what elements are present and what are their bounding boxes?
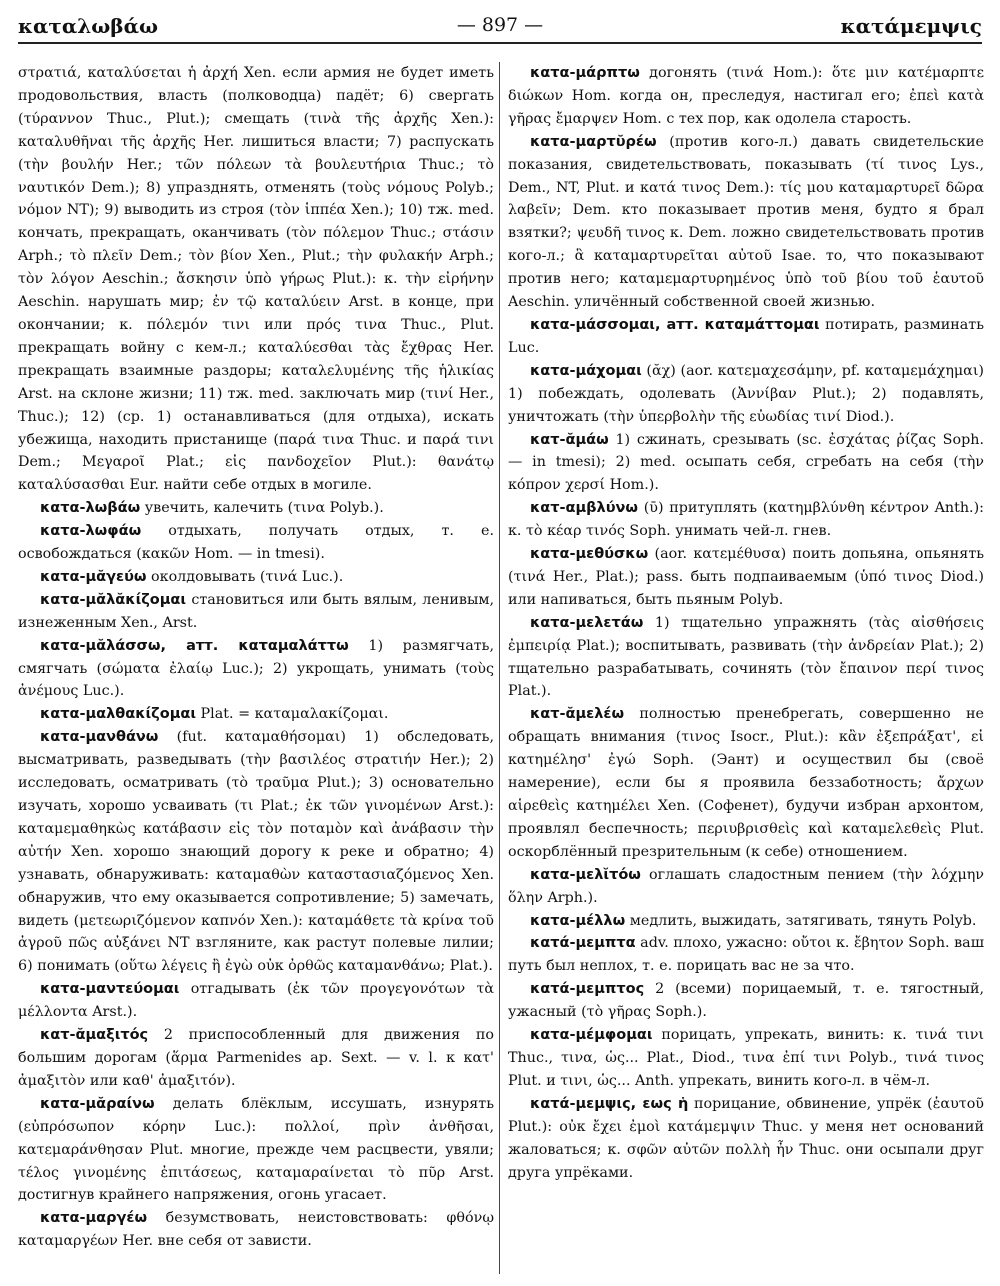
dictionary-entry [508, 932, 984, 978]
right-column [508, 62, 984, 1274]
dictionary-entry [18, 1207, 494, 1253]
dictionary-entry [508, 314, 984, 360]
dictionary-entry [508, 1024, 984, 1093]
entry-headword: κατα-μαργέω [40, 1210, 148, 1227]
entry-text: 2 приспособленный для движения по большим дорогам (ἅρμα Parmenides ap. Sext. — v. l. к κατ' ἀμαξιτὸν или καθ' ἀμαξιτόν). [18, 1027, 494, 1089]
dictionary-entry [508, 131, 984, 314]
dictionary-entry [508, 703, 984, 863]
entry-text: Plat. = καταμαλακίζομαι. [200, 706, 389, 723]
entry-headword: κατα-μανθάνω [40, 729, 159, 746]
entry-text: безумствовать, неистовствовать: φθόνῳ καταμαργέων Her. вне себя от зависти. [18, 1210, 494, 1250]
dictionary-entry [18, 978, 494, 1024]
entry-headword: κατα-λωφάω [40, 523, 142, 540]
entry-text: 1) размягчать, смягчать (σώματα ἐλαίῳ Luc.); 2) укрощать, унимать (τοὺς ἀνέμους Luc.). [18, 637, 494, 700]
column-divider [499, 62, 500, 1274]
dictionary-entry [18, 497, 494, 520]
entry-headword: κατ-ᾰμελέω [530, 706, 625, 723]
entry-headword: κατα-μαντεύομαι [40, 981, 180, 998]
entry-text: 1) сжинать, срезывать (sc. ἐσχάτας ῥίζας Soph. — in tmesi); 2) med. осыпать себя, сгребать на себя (τὴν κόπρον χερσί Hom.). [508, 431, 984, 494]
entry-headword: κατα-μάσσομαι, атт. καταμάττομαι [530, 316, 820, 333]
entry-text: догонять (τινά Hom.): ὅτε μιν κατέμαρπτε διώκων Hom. когда он, преследуя, настигал его; ἐπεὶ κατὰ γῆρας ἔμαρψεν Hom. с тех пор, как одолела старость. [508, 65, 984, 127]
dictionary-entry [508, 360, 984, 429]
entry-text: στρατιά, καταλύσεται ἡ ἀρχή Xen. если армия не будет иметь продовольствия, власть (полководца) падёт; 6) свергать (τύραννον Thuc., Plut.); смещать (τινὰ τῆς ἀρχῆς Xen.): καταλυθῆναι τῆς ἀρχῆς Her. лишиться власти; 7) распускать (τὴν βουλήν Her.; τῶν πόλεων τὰ βουλευτήρια Thuc.; τὸ ναυτικόν Dem.); 8) упразднять, отменять (τοὺς νόμους Polyb.; νόμον NT); 9) выводить из строя (τὸν ἱππέα Xen.); 10) тж. med. кончать, прекращать, оканчивать (τὸν πόλεμον Thuc.; στάσιν Arph.; τὸ πλεῖν Dem.; τὸν βίον Xen., Plut.; τὴν φυλακήν Arph.; τὸν λόγον Aeschin.; ἄσκησιν ὑπὸ γήρως Plut.): κ. τὴν εἰρήνην Aeschin. нарушать мир; ἐν τῷ καταλύειν Arst. в конце, при окончании; κ. πόλεμόν τινι или πρός τινα Thuc., Plut. прекращать войну с кем-л.; καταλύεσθαι τὰς ἔχθρας Her. прекращать взаимные раздоры; καταλελυμένης τῆς ἡλικίας Arst. на склоне жизни; 11) тж. med. заключать мир (τινί Her., Thuc.); 12) (ср. 1) останавливаться (для отдыха), искать убежища, находить пристанище (παρά τινα Thuc. и παρά τινι Dem.; Μεγαροῖ Plat.; εἰς πανδοχεῖον Plut.): θανάτῳ καταλύσασθαι Eur. найти себе отдых в могиле. [18, 65, 494, 494]
dictionary-entry [508, 864, 984, 910]
entry-text: становиться или быть вялым, ленивым, изнеженным Xen., Arst. [18, 591, 494, 631]
dictionary-entry [508, 910, 984, 933]
page-header [18, 10, 982, 44]
entry-headword: κατα-μεθύσκω [530, 546, 649, 563]
entry-headword: κατ-ᾰμάω [530, 431, 609, 448]
entry-text: (fut. καταμαθήσομαι) 1) обследовать, высматривать, разведывать (τὴν βασιλέος στρατιήν Her.); 2) исследовать, осматривать (τὸ τραῦμα Plut.); 3) основательно изучать, хорошо усваивать (τι Plat.; ἐκ τῶν γινομένων Arst.): καταμεμαθηκὼς κατάβασιν εἰς τὸν ποταμὸν καὶ ἀνάβασιν τὴν αὐτήν Xen. хорошо знающий дорогу к реке и обратно; 4) узнавать, обнаруживать: καταμαθὼν καταστασιαζόμενος Xen. обнаружив, что ему оказывается сопротивление; 5) замечать, видеть (μετεωριζόμενον καπνόν Xen.): καταμάθετε τὰ κρίνα τοῦ ἀγροῦ πῶς αὐξάνει NT взгляните, как растут полевые лилии; 6) понимать (οὕτω λέγεις ἢ ἐγὼ οὐκ ὀρθῶς καταμανθάνω; Plat.). [18, 729, 494, 975]
dictionary-entry [18, 520, 494, 566]
entry-headword: κατα-λωβάω [40, 500, 141, 517]
entry-text: (против кого-л.) давать свидетельские показания, свидетельствовать, показывать (τί τινος Lys., Dem., NT, Plut. и κατά τινος Dem.): τίς μου καταμαρτυρεῖ δῶρα λαβεῖν; Dem. кто показывает против меня, будто я брал взятки?; ψευδῆ τινος κ. Dem. ложно свидетельствовать против кого-л.; ἃ καταμαρτυρεῖται αὐτοῦ Isae. то, что показывают против него; καταμεμαρτυρημένος ὑπὸ τοῦ βίου τοῦ ἑαυτοῦ Aeschin. уличённый собственной своей жизнью. [508, 133, 984, 311]
entry-headword: κατα-μάχομαι [530, 362, 642, 379]
entry-text: увечить, калечить (τινα Polyb.). [144, 500, 384, 517]
dictionary-entry [18, 703, 494, 726]
entry-text: оглашать сладостным пением (τὴν λόχμην ὅλην Arph.). [508, 866, 984, 906]
entry-text: (ᾰχ) (aor. κατεμαχεσάμην, pf. καταμεμάχημαι) 1) побеждать, одолевать (Ἀννίβαν Plut.); 2) подавлять, уничтожать (τὴν ὑπερβολὴν τῆς εὐωδίας τινί Diod.). [508, 362, 984, 425]
page-number: — 897 — [456, 14, 544, 36]
dictionary-entry [508, 543, 984, 612]
entry-headword: κατά-μεμπτα [530, 935, 636, 952]
entry-text: adv. плохо, ужасно: οὔτοι κ. ἔβητον Soph. ваш путь был неплох, т. е. порицать вас не за что. [508, 935, 984, 975]
entry-headword: κατα-μάρπτω [530, 65, 640, 81]
dictionary-entry [18, 1024, 494, 1093]
dictionary-entry [508, 62, 984, 131]
entry-text: медлить, выжидать, затягивать, тянуть Polyb. [629, 912, 977, 929]
entry-headword: κατα-μαρτῠρέω [530, 133, 657, 150]
entry-text: потирать, разминать Luc. [508, 316, 984, 356]
entry-headword: κατ-ᾰμαξιτός [40, 1027, 149, 1044]
entry-text: (ῡ) притуплять (κατημβλύνθη κέντρον Anth.): κ. τὸ κέαρ τινός Soph. унимать чей-л. гнев. [508, 500, 984, 540]
entry-headword: κατα-μᾰλᾰκίζομαι [40, 591, 187, 608]
entry-headword: κατα-μελετάω [530, 614, 644, 631]
entry-text: полностью пренебрегать, совершенно не обращать внимания (τινος Isocr., Plut.): κἂν ἐξεπράξατ', εἰ κατημέλησ' ἐγώ Soph. (Эант) и осуществил бы (своё намерение), если бы я проявила беззаботность; ἄρχων αἱρεθεὶς κατημέλει Xen. (Софенет), будучи избран архонтом, проявлял беспечность; περιυβρισθεὶς καὶ καταμελεθεὶς Plut. оскорблённый презрительным (к себе) отношением. [508, 706, 984, 860]
dictionary-entry [18, 566, 494, 589]
left-running-headword: καταλωβάω [18, 14, 159, 38]
dictionary-entry [18, 726, 494, 978]
entry-headword: κατα-μαλθακίζομαι [40, 706, 196, 723]
entry-headword: κατα-μᾰγεύω [40, 568, 147, 585]
dictionary-entry [18, 635, 494, 704]
dictionary-entry [508, 497, 984, 543]
entry-text: отдыхать, получать отдых, т. е. освобождаться (κακῶν Hom. — in tmesi). [18, 523, 494, 563]
right-running-headword: κατάμεμψις [840, 14, 982, 38]
entry-headword: κατα-μᾰλάσσω, атт. καταμαλάττω [40, 637, 349, 654]
entry-headword: κατα-μᾰραίνω [40, 1095, 155, 1112]
entry-headword: κατ-αμβλύνω [530, 500, 638, 517]
left-column [18, 62, 494, 1274]
entry-text: отгадывать (ἐκ τῶν προγεγονότων τὰ μέλλοντα Arst.). [18, 981, 494, 1021]
entry-text: (aor. κατεμέθυσα) поить допьяна, опьянять (τινά Her., Plat.); pass. быть подпаиваемым (ὑπό τινος Diod.) или напиваться, быть пьяным Polyb. [508, 546, 984, 608]
dictionary-entry [508, 1093, 984, 1185]
entry-headword: κατα-μέμφομαι [530, 1027, 653, 1044]
entry-headword: κατα-μελῐτόω [530, 866, 641, 883]
dictionary-entry [18, 62, 494, 497]
entry-text: порицание, обвинение, упрёк (ἑαυτοῦ Plut.): οὐκ ἔχει ἐμοὶ κατάμεμψιν Thuc. у меня нет оснований жаловаться; κ. σφῶν αὐτῶν πολλὴ ἦν Thuc. они осыпали друг друга упрёками. [508, 1095, 984, 1181]
entry-text: 2 (всеми) порицаемый, т. е. тягостный, ужасный (τὸ γῆρας Soph.). [508, 981, 984, 1021]
dictionary-entry [508, 978, 984, 1024]
entry-headword: κατά-μεμπτος [530, 981, 645, 998]
entry-text: делать блёклым, иссушать, изнурять (εὐπρόσωπον κόρην Luc.): πολλοί, πρὶν ἀνθῆσαι, κατεμαράνθησαν Plut. многие, прежде чем расцвести, увяли; τέλος γινομένης ἐπιτάσεως, καταμαραίνεται τὸ πῦρ Arst. достигнув крайнего напряжения, огонь угасает. [18, 1095, 494, 1204]
entry-headword: κατα-μέλλω [530, 912, 626, 929]
entry-text: порицать, упрекать, винить: κ. τινά τινι Thuc., τινα, ὡς... Plat., Diod., τινα ἐπί τινι Polyb., τινά τινος Plut. и τινι, ὡς... Anth. упрекать, винить кого-л. в чём-л. [508, 1027, 984, 1089]
dictionary-entry [508, 612, 984, 704]
dictionary-entry [18, 1093, 494, 1208]
entry-text: околдовывать (τινά Luc.). [151, 568, 344, 585]
entry-headword: κατά-μεμψις, εως ἡ [530, 1095, 689, 1112]
dictionary-entry [508, 429, 984, 498]
entry-text: 1) тщательно упражнять (τὰς αἰσθήσεις ἐμπειρίᾳ Plat.); воспитывать, развивать (τὴν ἀνδρείαν Plat.); 2) тщательно разрабатывать, сочинять (τὸν ἔπαινον περί τινος Plat.). [508, 614, 984, 700]
dictionary-entry [18, 589, 494, 635]
